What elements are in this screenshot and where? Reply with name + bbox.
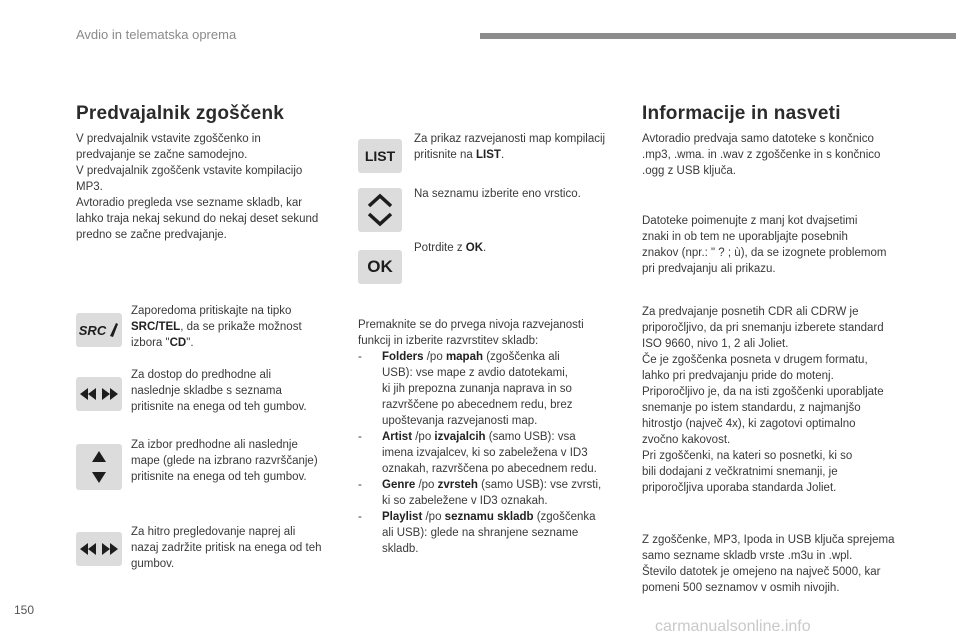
src-tel-button-icon [76,313,122,347]
select-line-buttons-icon [358,188,402,232]
src-text: Zaporedoma pritiskajte na tipko SRC/TEL, da se prikaže možnost izbora "CD". [131,305,302,349]
page-number: 150 [14,603,35,617]
rewind-forward-arrows-icon [79,541,119,557]
up-down-arrows-icon [89,449,109,485]
skip-text: Za dostop do predhodne ali naslednje skladbe s seznama pritisnite na enega od teh gumbov. [131,369,307,413]
list-button-icon [358,139,402,173]
info-paragraph-3: Za predvajanje posnetih CDR ali CDRW je priporočljivo, da pri snemanju izberete standard ISO 9660, nivo 1, 2 ali Joliet. Če je zgoščenka posneta v drugem formatu, lahko pri predvajanju pride do motenj. Priporočljivo je, da na isti zgoščenki uporabljate snemanje po istem standardu, z najmanjšo hitrostjo (največ 4x), ki zagotovi optimalno zvočno kakovost. Pri zgoščenki, na kateri so posnetki, ki so bili dodajani z večkratnimi snemanji, je priporočljiva uporaba standarda Joliet. [642,306,884,494]
ok-text: Potrdite z OK. [414,242,487,254]
src-icon-label: SRC [78,322,107,338]
info-paragraph-4: Z zgoščenke, MP3, Ipoda in USB ključa sprejema samo sezname skladb vrste .m3u in .wpl. Število datotek je omejeno na največ 5000, kar pomeni 500 seznamov v osmih nivojih. [642,534,895,594]
sort-option-playlist: - Playlist /po seznamu skladb (zgoščenka ali USB): glede na shranjene sezname skladb. [358,511,596,555]
header-bar [480,33,956,39]
watermark: carmanualsonline.info [655,618,811,635]
sort-option-genre: - Genre /po zvrsteh (samo USB): vse zvrsti, ki so zabeležene v ID3 oznakah. [358,479,602,507]
right-heading: Informacije in nasveti [642,103,841,124]
sort-option-folders: - Folders /po mapah (zgoščenka ali USB): vse mape z avdio datotekami, ki jih prepozna zunanja naprava in so razvrščene po abecednem redu, brez upoštevanja razvejanosti map. [358,351,573,427]
ok-icon-label: OK [367,257,393,276]
select-text: Na seznamu izberite eno vrstico. [414,188,581,200]
left-intro: V predvajalnik vstavite zgoščenko in predvajanje se začne samodejno. V predvajalnik zgoščenk vstavite kompilacijo MP3. Avtoradio pregleda vse sezname skladb, kar lahko traja nekaj sekund do nekaj deset sekund predno se začne predvajanje. [76,133,319,241]
list-icon-label: LIST [364,148,396,164]
folder-text: Za izbor predhodne ali naslednje mape (glede na izbrano razvrščanje) pritisnite na enega od teh gumbov. [131,439,318,483]
sort-options-list [358,349,628,557]
skip-track-buttons-icon [76,377,122,411]
page-header-title: Avdio in telematska oprema [76,27,237,42]
list-text: Za prikaz razvejanosti map kompilacij pritisnite na LIST. [414,133,606,161]
ok-button-icon [358,250,402,284]
info-paragraph-2: Datoteke poimenujte z manj kot dvajsetimi znaki in ob tem ne uporabljajte posebnih znakov (npr.: " ? ; ù), da se izognete problemom pri predvajanju ali prikazu. [642,215,887,275]
ffwd-text: Za hitro pregledovanje naprej ali nazaj zadržite pritisk na enega od teh gumbov. [131,526,322,570]
chevron-up-down-icon [366,192,394,228]
prev-next-arrows-icon [79,386,119,402]
nav-intro: Premaknite se do prvega nivoja razvejanosti funkcij in izberite razvrstitev skladb: [358,319,584,347]
info-paragraph-1: Avtoradio predvaja samo datoteke s končnico .mp3, .wma. in .wav z zgoščenke in s končnico .ogg z USB ključa. [642,133,881,177]
folder-select-buttons-icon [76,444,122,490]
phone-icon [107,322,119,338]
fast-scan-buttons-icon [76,532,122,566]
left-heading: Predvajalnik zgoščenk [76,103,285,124]
sort-option-artist: - Artist /po izvajalcih (samo USB): vsa imena izvajalcev, ki so zabeležena v ID3 oznakah, razvrščena po abecednem redu. [358,431,597,475]
